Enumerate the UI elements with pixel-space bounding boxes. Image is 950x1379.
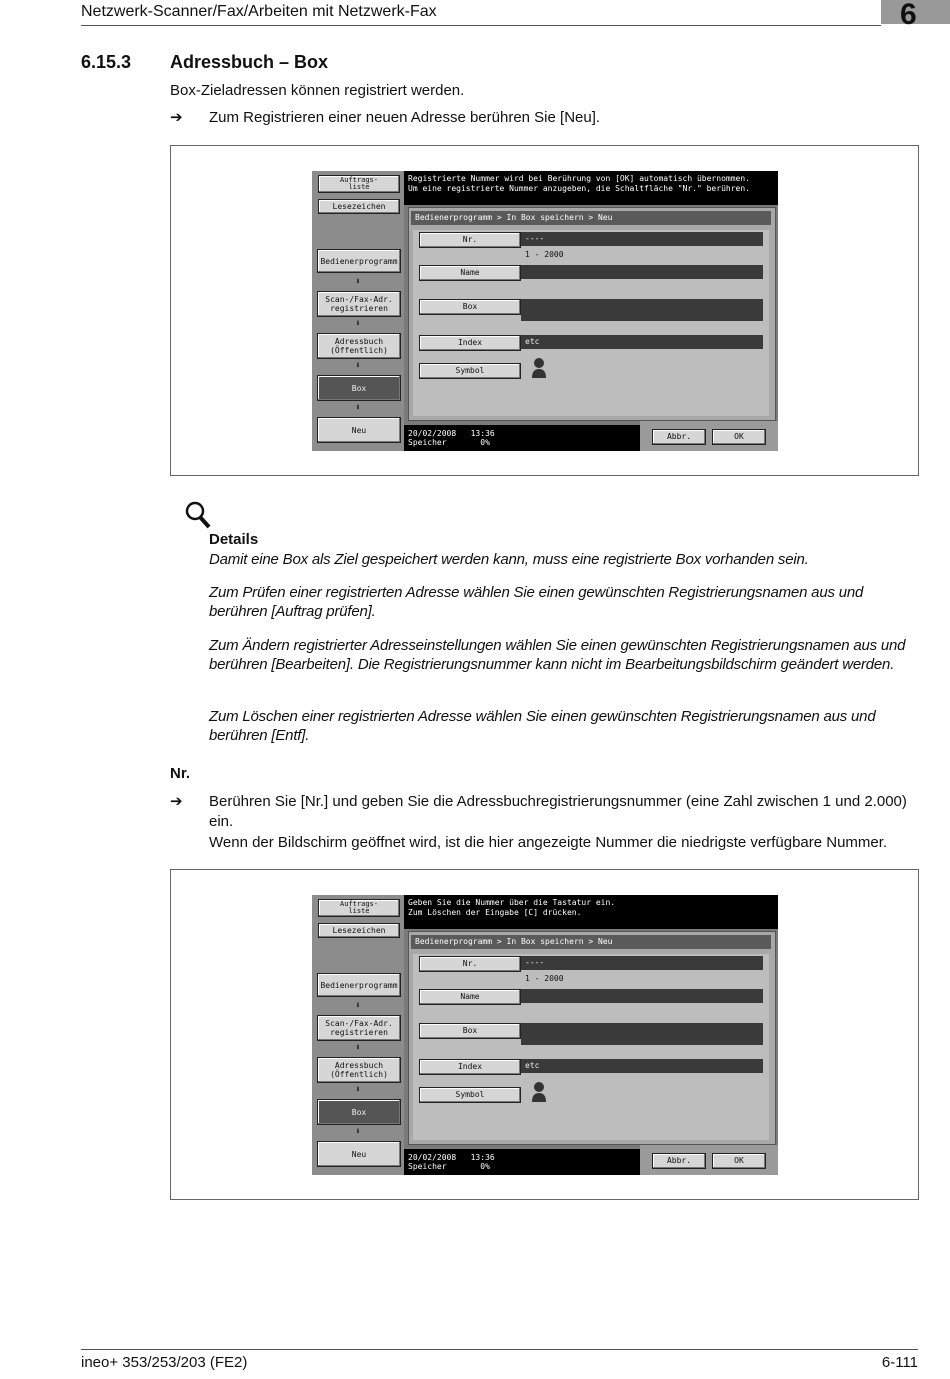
- device-screen: [312, 171, 778, 451]
- bottom-button-bar: [640, 421, 778, 451]
- index-button[interactable]: Index: [419, 335, 521, 351]
- details-paragraph: Zum Löschen einer registrierten Adresse wählen Sie einen gewünschten Registrierungsnamen aus und berühren [Entf].: [209, 708, 876, 744]
- step-arrow: ➔: [170, 109, 183, 126]
- job-list-button[interactable]: [318, 899, 400, 917]
- down-arrow-icon: ⬇: [355, 1085, 361, 1095]
- screen-message: Geben Sie die Nummer über die Tastatur ein. Zum Löschen der Eingabe [C] drücken.: [404, 895, 778, 929]
- bookmark-button[interactable]: Lesezeichen: [318, 199, 400, 214]
- addressbook-public-button[interactable]: [317, 333, 401, 359]
- job-list-label: Auftrags- liste: [340, 176, 378, 191]
- index-value: etc: [521, 1059, 763, 1073]
- page-number: 6-111: [881, 1354, 918, 1371]
- cancel-button[interactable]: Abbr.: [652, 1153, 706, 1169]
- person-icon: [531, 357, 547, 379]
- breadcrumb: Bedienerprogramm > In Box speichern > Neu: [411, 935, 771, 949]
- step-text: Zum Registrieren einer neuen Adresse berühren Sie [Neu].: [209, 109, 601, 126]
- details-title: Details: [209, 531, 259, 548]
- screen-panel: [408, 931, 776, 1145]
- new-button[interactable]: Neu: [317, 1141, 401, 1167]
- intro-text: Box-Zieladressen können registriert werden.: [170, 82, 465, 99]
- form-area: [413, 954, 769, 1140]
- down-arrow-icon: ⬇: [355, 1043, 361, 1053]
- name-button[interactable]: Name: [419, 265, 521, 281]
- symbol-button[interactable]: Symbol: [419, 363, 521, 379]
- form-area: [413, 230, 769, 416]
- nr-value: ----: [521, 956, 763, 970]
- step-text: Berühren Sie [Nr.] und geben Sie die Adressbuchregistrierungsnummer (eine Zahl zwischen 1 und 2.000) ein.: [209, 793, 907, 830]
- details-paragraph: Zum Ändern registrierter Adresseinstellungen wählen Sie einen gewünschten Registrierungsnamen aus und berühren [Bearbeiten]. Die Registrierungsnummer kann nicht im Bearbeitungsbildschirm geändert werden.: [209, 637, 906, 673]
- device-screen: [312, 895, 778, 1175]
- down-arrow-icon: ⬇: [355, 277, 361, 287]
- down-arrow-icon: ⬇: [355, 361, 361, 371]
- ok-button[interactable]: OK: [712, 1153, 766, 1169]
- index-value: etc: [521, 335, 763, 349]
- header-rule: [81, 25, 881, 26]
- nr-value: ----: [521, 232, 763, 246]
- utility-button[interactable]: Bedienerprogramm: [317, 249, 401, 273]
- cancel-button[interactable]: Abbr.: [652, 429, 706, 445]
- nr-heading: Nr.: [170, 765, 191, 782]
- down-arrow-icon: ⬇: [355, 403, 361, 413]
- addressbook-public-label: Adressbuch (Öffentlich): [330, 1061, 388, 1079]
- box-button[interactable]: Box: [317, 375, 401, 401]
- step-note: Wenn der Bildschirm geöffnet wird, ist die hier angezeigte Nummer die niedrigste verfügbare Nummer.: [209, 834, 888, 851]
- addressbook-public-button[interactable]: [317, 1057, 401, 1083]
- box-button[interactable]: Box: [317, 1099, 401, 1125]
- name-button[interactable]: Name: [419, 989, 521, 1005]
- scan-fax-register-label: Scan-/Fax-Adr. registrieren: [325, 1019, 393, 1037]
- status-bar: 20/02/2008 13:36 Speicher 0%: [404, 1149, 640, 1175]
- symbol-button[interactable]: Symbol: [419, 1087, 521, 1103]
- box-field-button[interactable]: Box: [419, 299, 521, 315]
- step-arrow: ➔: [170, 793, 183, 810]
- nr-button[interactable]: Nr.: [419, 232, 521, 248]
- name-value: [521, 265, 763, 279]
- status-bar: 20/02/2008 13:36 Speicher 0%: [404, 425, 640, 451]
- down-arrow-icon: ⬇: [355, 319, 361, 329]
- job-list-button[interactable]: [318, 175, 400, 193]
- breadcrumb: Bedienerprogramm > In Box speichern > Neu: [411, 211, 771, 225]
- figure-frame-2: [170, 869, 919, 1200]
- down-arrow-icon: ⬇: [355, 1127, 361, 1137]
- chapter-number: 6: [900, 0, 917, 31]
- scan-fax-register-button[interactable]: [317, 291, 401, 317]
- bottom-button-bar: [640, 1145, 778, 1175]
- addressbook-public-label: Adressbuch (Öffentlich): [330, 337, 388, 355]
- footer-model: ineo+ 353/253/203 (FE2): [81, 1354, 248, 1371]
- section-title: Adressbuch – Box: [170, 52, 329, 72]
- nr-range: 1 - 2000: [525, 250, 564, 259]
- screen-panel: [408, 207, 776, 421]
- bookmark-button[interactable]: Lesezeichen: [318, 923, 400, 938]
- name-value: [521, 989, 763, 1003]
- box-value: [521, 1023, 763, 1045]
- nr-range: 1 - 2000: [525, 974, 564, 983]
- screen-left-panel: [312, 895, 404, 1175]
- nr-button[interactable]: Nr.: [419, 956, 521, 972]
- down-arrow-icon: ⬇: [355, 1001, 361, 1011]
- screen-message: Registrierte Nummer wird bei Berührung von [OK] automatisch übernommen. Um eine registrierte Nummer anzugeben, die Schaltfläche "Nr." berühren.: [404, 171, 778, 205]
- box-field-button[interactable]: Box: [419, 1023, 521, 1039]
- details-paragraph: Damit eine Box als Ziel gespeichert werden kann, muss eine registrierte Box vorhanden sein.: [209, 551, 809, 568]
- footer-rule: [81, 1349, 918, 1350]
- scan-fax-register-label: Scan-/Fax-Adr. registrieren: [325, 295, 393, 313]
- screen-left-panel: [312, 171, 404, 451]
- utility-button[interactable]: Bedienerprogramm: [317, 973, 401, 997]
- new-button[interactable]: Neu: [317, 417, 401, 443]
- magnifier-icon: [184, 500, 212, 530]
- section-number: 6.15.3: [81, 52, 132, 72]
- ok-button[interactable]: OK: [712, 429, 766, 445]
- box-value: [521, 299, 763, 321]
- details-paragraph: Zum Prüfen einer registrierten Adresse wählen Sie einen gewünschten Registrierungsnamen aus und berühren [Auftrag prüfen].: [209, 584, 864, 620]
- scan-fax-register-button[interactable]: [317, 1015, 401, 1041]
- person-icon: [531, 1081, 547, 1103]
- job-list-label: Auftrags- liste: [340, 900, 378, 915]
- figure-frame-1: [170, 145, 919, 476]
- index-button[interactable]: Index: [419, 1059, 521, 1075]
- header-title: Netzwerk-Scanner/Fax/Arbeiten mit Netzwerk-Fax: [81, 3, 437, 20]
